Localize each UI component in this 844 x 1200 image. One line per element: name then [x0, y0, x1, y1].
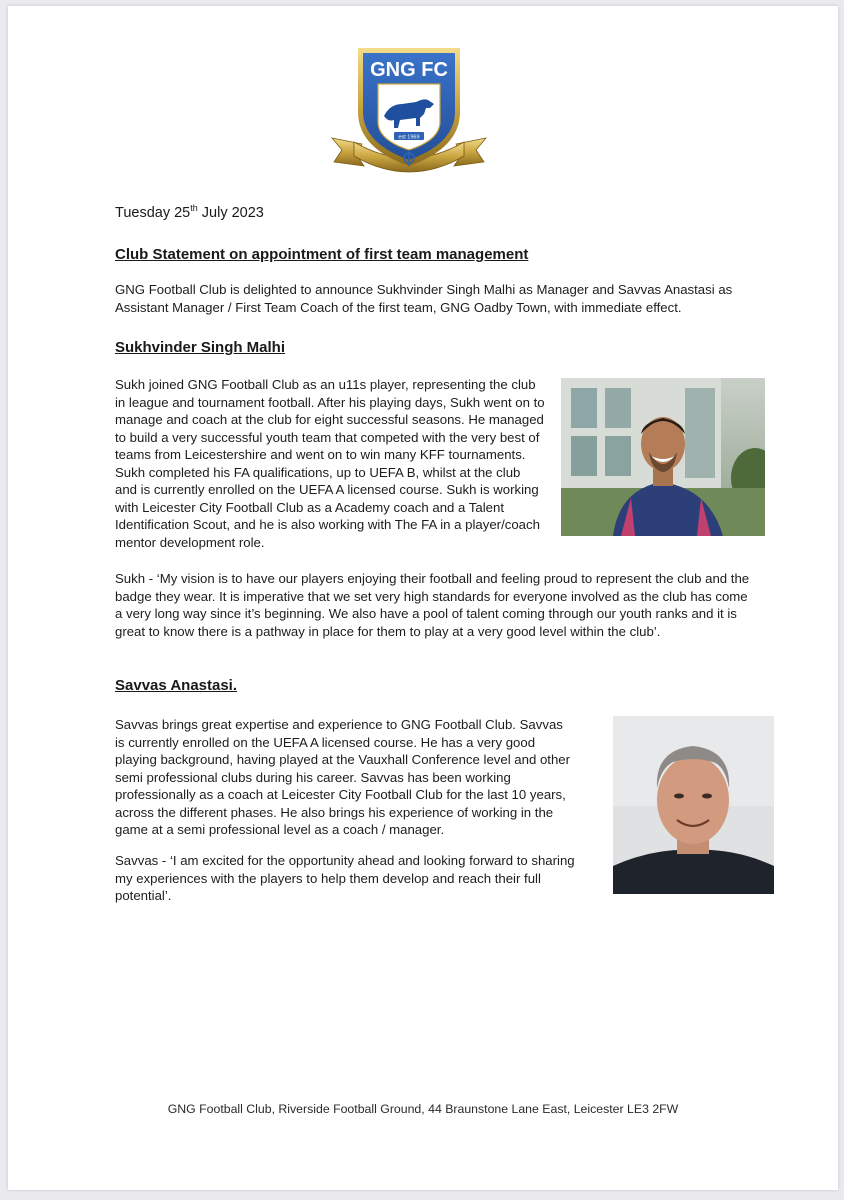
crest-title-text: GNG FC	[370, 59, 448, 81]
crest-est-text: est 1969	[398, 134, 420, 141]
manager-bio: Sukh joined GNG Football Club as an u11s player, representing the club in league and tournament football. After his playing days, Sukh went on to manage and coach at the club for eight successful seasons. He managed to build a very successful youth team that competed with the very best of teams from Leicestershire and went on to win many KFF tournaments. Sukh completed his FA qualifications, up to UEFA B, whilst at the club and is currently enrolled on the UEFA A licensed course. Sukh is working with Leicester City Football Club as a Academy coach and a Talent Identification Scout, and he is also working with The FA in a player/coach mentor development role.	[115, 377, 545, 550]
intro-paragraph: GNG Football Club is delighted to announce Sukhvinder Singh Malhi as Manager and Savvas Anastasi as Assistant Manager / First Team Coach of the first team, GNG Oadby Town, with immediate effect.	[115, 282, 733, 315]
manager-quote: Sukh - ‘My vision is to have our players enjoying their football and feeling proud to represent the club and the badge they wear. It is imperative that we set very high standards for everyone involved as the club has come a very long way since it’s beginning. We also have a pool of talent coming through our youth ranks and it is great to know there is a pathway in place for them to play at a very good level within the club’.	[115, 571, 750, 639]
assistant-quote: Savvas - ‘I am excited for the opportunity ahead and looking forward to sharing my experiences with the players to help them develop and reach their full potential’.	[115, 853, 575, 903]
manager-photo	[561, 378, 765, 536]
assistant-photo	[613, 716, 774, 894]
document-page	[8, 6, 838, 1190]
club-address-footer: GNG Football Club, Riverside Football Ground, 44 Braunstone Lane East, Leicester LE3 2FW	[167, 1102, 679, 1116]
club-crest-logo	[328, 42, 490, 182]
statement-date: Tuesday 25th July 2023	[115, 203, 264, 221]
manager-name-heading: Sukhvinder Singh Malhi	[115, 339, 286, 356]
assistant-bio: Savvas brings great expertise and experience to GNG Football Club. Savvas is currently enrolled on the UEFA A licensed course. He has a very good playing background, having played at the Vauxhall Conference level and other semi professional clubs during his career. Savvas has been working professionally as a coach at Leicester City Football Club for the last 10 years, across the different phases. He also brings his experience of working in the game at a semi professional level as a coach / manager.	[115, 717, 571, 837]
statement-heading: Club Statement on appointment of first team management	[115, 246, 529, 263]
assistant-name-heading: Savvas Anastasi.	[115, 677, 238, 694]
